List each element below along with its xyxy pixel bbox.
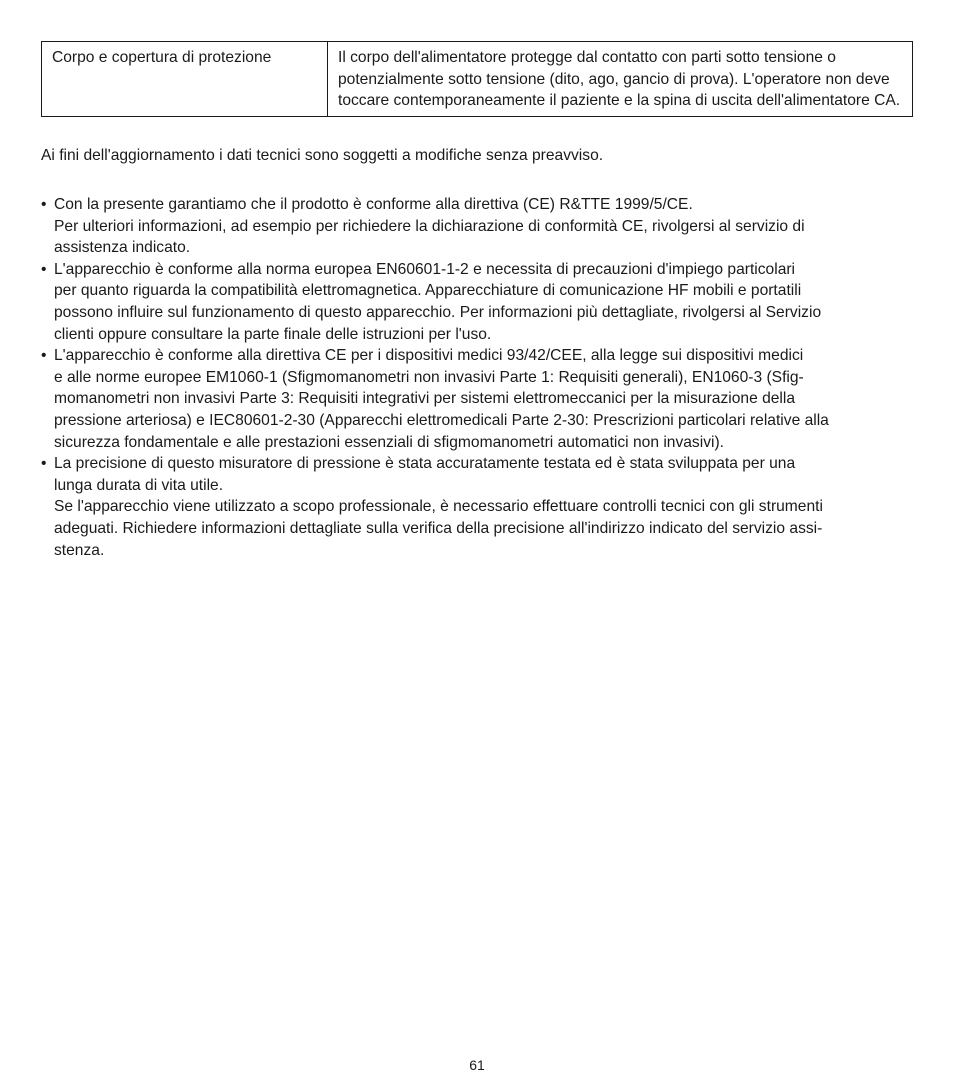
list-item-line: e alle norme europee EM1060-1 (Sfigmomanometri non invasivi Parte 1: Requisiti generali), EN1060-3 (Sfig- [54,368,804,386]
bullet-list [41,194,919,561]
list-item-line: adeguati. Richiedere informazioni dettagliate sulla verifica della precisione all'indirizzo indicato del servizio assi- [54,519,823,537]
list-item-line: Con la presente garantiamo che il prodotto è conforme alla direttiva (CE) R&TTE 1999/5/CE. [54,196,693,213]
list-item-line: clienti oppure consultare la parte finale delle istruzioni per l'uso. [54,325,492,343]
list-item-line: sicurezza fondamentale e alle prestazioni essenziali di sfigmomanometri automatici non invasivi). [54,433,724,451]
table-cell-label: Corpo e copertura di protezione [42,42,328,117]
list-item [41,345,919,453]
list-item-line: per quanto riguarda la compatibilità elettromagnetica. Apparecchiature di comunicazione HF mobili e portatili [54,282,802,300]
specification-table [41,41,913,117]
list-item [41,194,919,259]
bullet-icon: • [41,347,47,365]
bullet-icon: • [41,196,47,213]
list-item [41,259,919,345]
list-item-line: stenza. [54,541,105,559]
technical-data-note: Ai fini dell'aggiornamento i dati tecnici sono soggetti a modifiche senza preavviso. [41,147,604,164]
list-item-line: L'apparecchio è conforme alla direttiva CE per i dispositivi medici 93/42/CEE, alla legge sui dispositivi medici [54,347,804,365]
list-item-line: Se l'apparecchio viene utilizzato a scopo professionale, è necessario effettuare controlli tecnici con gli strumenti [54,498,823,516]
page-number: 61 [469,1057,485,1073]
list-item-line: pressione arteriosa) e IEC80601-2-30 (Apparecchi elettromedicali Parte 2-30: Prescrizioni particolari relative alla [54,411,829,429]
bullet-icon: • [41,455,47,473]
table-row [42,42,913,117]
list-item-line: lunga durata di vita utile. [54,476,224,494]
list-item-line: assistenza indicato. [54,239,191,257]
list-item [41,453,919,561]
list-item-line: Per ulteriori informazioni, ad esempio per richiedere la dichiarazione di conformità CE, rivolgersi al servizio di [54,217,805,235]
list-item-line: L'apparecchio è conforme alla norma europea EN60601-1-2 e necessita di precauzioni d'impiego particolari [54,260,796,278]
list-item-line: possono influire sul funzionamento di questo apparecchio. Per informazioni più dettagliate, rivolgersi al Servizio [54,303,822,321]
table-cell-description: Il corpo dell'alimentatore protegge dal contatto con parti sotto tensione o potenzialmente sotto tensione (dito, ago, gancio di prova). L'operatore non deve toccare contemporaneamente il paziente e la spina di uscita dell'alimentatore CA. [328,42,913,117]
list-item-line: momanometri non invasivi Parte 3: Requisiti integrativi per sistemi elettromeccanici per la misurazione della [54,390,796,408]
list-item-line: La precisione di questo misuratore di pressione è stata accuratamente testata ed è stata sviluppata per una [54,455,796,473]
bullet-icon: • [41,260,47,278]
